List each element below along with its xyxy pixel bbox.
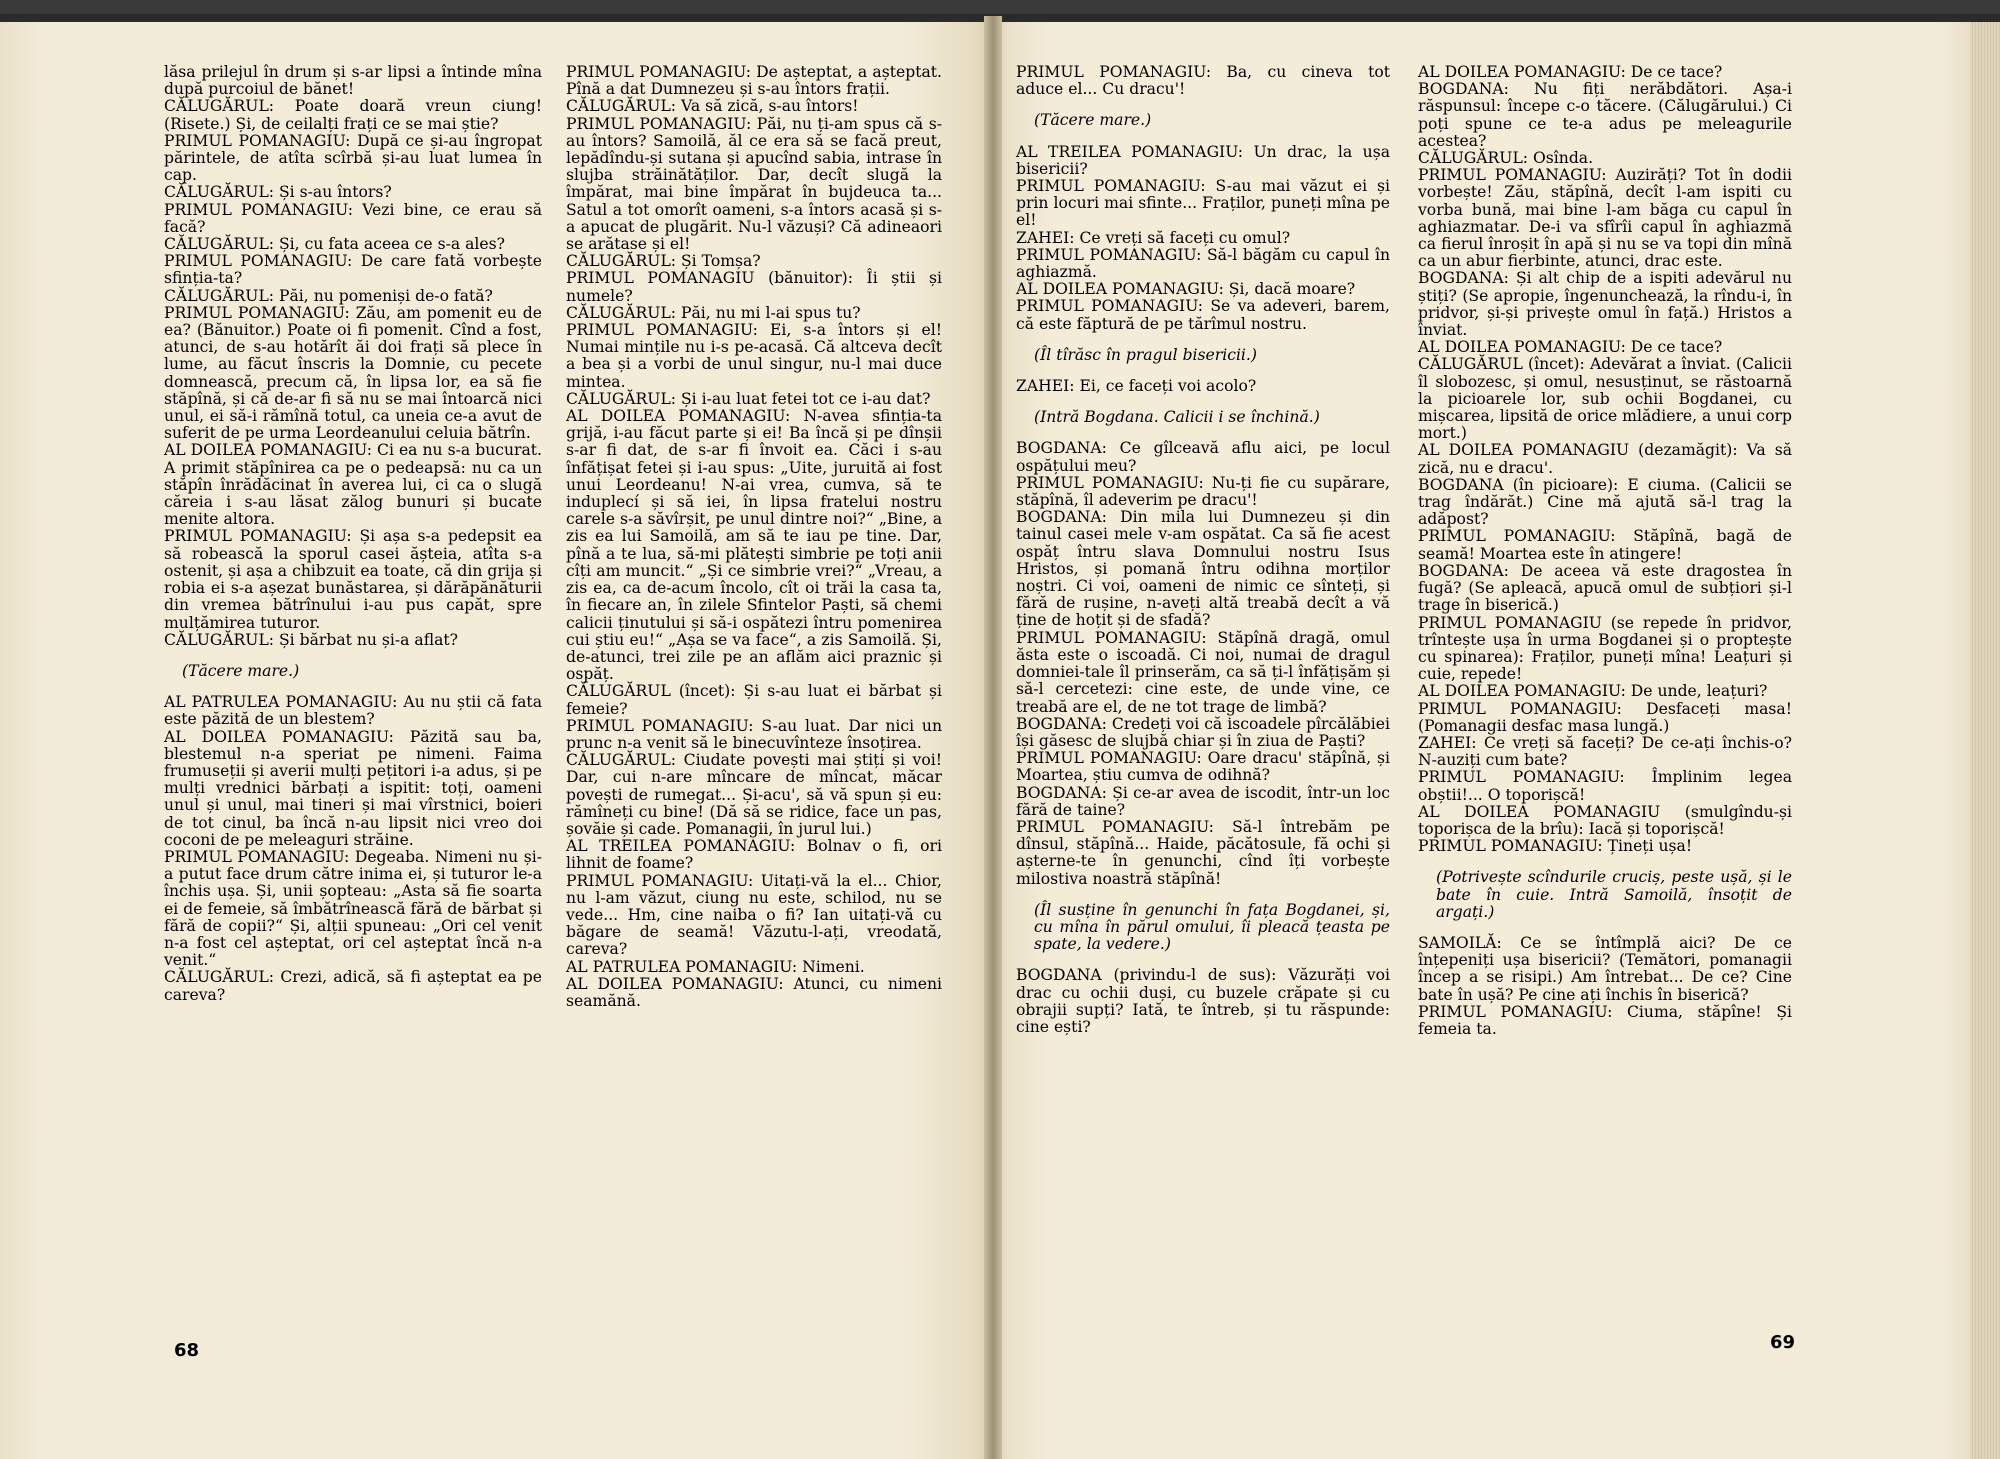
dialogue-line: BOGDANA: Și alt chip de a ispiti adevărul nu știți? (Se apropie, îngenunchează, la rîndu-i, în pridvor, și-și privește omul în față.) Hristos a înviat. [1418,269,1792,340]
dialogue-line: lăsa prilejul în drum și s-ar lipsi a întinde mîna după purcoiul de bănet! [164,63,542,99]
dialogue-line: PRIMUL POMANAGIU: Ei, s-a întors și el! Numai mințile nu i-s pe-acasă. Că altceva decît a bea și a vorbi de unul singur, nu-l mai duce mintea. [566,321,942,391]
dialogue-line: PRIMUL POMANAGIU: S-au mai văzut ei și prin locuri mai sfinte... Fraților, puneți mîna pe el! [1016,177,1390,230]
text-column-right-1 [1016,64,1390,1036]
dialogue-line: CĂLUGĂRUL (încet): Și s-au luat ei bărbat și femeie? [566,682,942,718]
text-column-left-1 [164,64,542,1004]
dialogue-line: PRIMUL POMANAGIU: Uitați-vă la el... Chior, nu l-am văzut, ciung nu este, schilod, nu se vede... Hm, cine naiba o fi? Ian uitați-vă cu băgare de seamă! Văzutu-l-ați, vreodată, careva? [566,871,942,959]
dialogue-line: PRIMUL POMANAGIU: Să-l băgăm cu capul în aghiazmă. [1016,245,1390,282]
dialogue-line: PRIMUL POMANAGIU: Se va adeveri, barem, că este făptură de pe tărîmul nostru. [1016,297,1390,333]
dialogue-line: AL DOILEA POMANAGIU: Ci ea nu s-a bucurat. A primit stăpînirea ca pe o pedeapsă: nu ca un stăpîn înrădăcinat în averea lui, ci ca o slugă căreia i s-au lăsat zălog bunuri și bucate menite altora. [164,441,542,529]
dialogue-line: CĂLUGĂRUL: Poate doară vreun ciung! (Risete.) Și, de ceilalți frați ce se mai știe? [164,97,542,133]
dialogue-line: PRIMUL POMANAGIU: Stăpînă dragă, omul ăsta este o iscoadă. Ci noi, numai de dragul domniei-tale îl prinserăm, ca să ți-l înfățișăm și să-l cercetezi: cine este, de unde vine, ce treabă are el, de ne tot trage de limbă? [1016,628,1390,716]
dialogue-line: PRIMUL POMANAGIU: Vezi bine, ce erau să facă? [164,200,542,236]
dialogue-line: AL DOILEA POMANAGIU (dezamăgit): Va să zică, nu e dracu'. [1418,441,1792,477]
stage-direction: (Intră Bogdana. Calicii i se închină.) [1034,408,1320,427]
dialogue-line: BOGDANA: Nu fiți nerăbdători. Așa-i răspunsul: începe c-o tăcere. (Călugărului.) Ci poți spune ce te-a adus pe meleagurile acestea? [1418,80,1792,150]
dialogue-line: CĂLUGĂRUL: Osînda. [1418,149,1594,168]
dialogue-line: CĂLUGĂRUL: Păi, nu pomeniși de-o fată? [164,286,493,305]
dialogue-line: PRIMUL POMANAGIU: De care fată vorbește sfinția-ta? [164,252,542,288]
dialogue-line: AL PATRULEA POMANAGIU: Nimeni. [566,957,865,976]
dialogue-line: AL PATRULEA POMANAGIU: Au nu știi că fata este păzită de un blestem? [164,693,542,729]
dialogue-line: ZAHEI: Ei, ce faceți voi acolo? [1016,377,1257,396]
text-column-left-2 [566,64,942,1010]
dialogue-line: BOGDANA (în picioare): E ciuma. (Calicii se trag îndărăt.) Cine mă ajută să-l trag la adăpost? [1418,475,1792,529]
dialogue-line: PRIMUL POMANAGIU: Desfaceți masa! (Pomanagii desfac masa lungă.) [1418,699,1792,735]
dialogue-line: ZAHEI: Ce vreți să faceți cu omul? [1016,228,1291,247]
dialogue-line: CĂLUGĂRUL: Crezi, adică, să fi așteptat ea pe careva? [164,968,542,1004]
dialogue-line: AL DOILEA POMANAGIU: Și, dacă moare? [1016,280,1356,299]
dialogue-line: PRIMUL POMANAGIU: Zău, am pomenit eu de ea? (Bănuitor.) Poate oi fi pomenit. Cînd a fost, atunci, de s-au hotărît ăi doi frați să plece în lume, au făcut înscris la Domnie, cu pecete domnească, precum că, în lipsa lor, ea să fie stăpînă, și că de-ar fi să nu se mai întoarcă nici unul, ei să-i rămînă totul, ca uneia ce-a avut de suferit de pe urma Leordeanului celuia bătrîn. [164,303,542,443]
dialogue-line: AL DOILEA POMANAGIU: De ce tace? [1418,338,1723,357]
dialogue-line: AL DOILEA POMANAGIU: Atunci, cu nimeni seamănă. [566,974,942,1010]
dialogue-line: AL DOILEA POMANAGIU: De ce tace? [1418,63,1723,81]
dialogue-line: CĂLUGĂRUL (încet): Adevărat a înviat. (Calicii îl slobozesc, și omul, nesusținut, se răstoarnă la picioarele lor, sub ochii Bogdanei, cu mișcarea, lipsită de orice mlădiere, a unui corp mort.) [1418,355,1792,443]
stage-direction: (Tăcere mare.) [182,661,300,680]
stage-direction: (Tăcere mare.) [1034,111,1152,130]
dialogue-line: PRIMUL POMANAGIU: Stăpînă, bagă de seamă! Moartea este în atingere! [1418,527,1792,563]
dialogue-line: ZAHEI: Ce vreți să faceți? De ce-ați închis-o? N-auziți cum bate? [1418,733,1792,770]
dialogue-line: PRIMUL POMANAGIU: Degeaba. Nimeni nu și-a putut face drum către inima ei, și tuturor le-a închis ușa. Și, unii șopteau: „Asta să fie soarta ei de femeie, să îmbătrînească fără de bărbat și fără de copii?“ Și, alții spuneau: „Ori cel venit n-a fost cel așteptat, ori cel așteptat încă n-a venit.“ [164,847,542,970]
stage-direction: (Îl tîrăsc în pragul bisericii.) [1034,345,1257,364]
dialogue-line: PRIMUL POMANAGIU: Ciuma, stăpîne! Și femeia ta. [1418,1002,1792,1038]
dialogue-line: PRIMUL POMANAGIU: Auzirăți? Tot în dodii vorbește! Zău, stăpînă, decît l-am ispiti cu vorba bună, mai bine l-am băga cu capul în aghiazmatar. De-i va sfîrîi capul în aghiazmă ca fierul înroșit în apă și nu se va topi din mînă ca un abur fierbinte, atunci, drac este. [1418,166,1792,271]
dialogue-line: PRIMUL POMANAGIU (bănuitor): Îi știi și numele? [566,269,942,305]
dialogue-line: AL DOILEA POMANAGIU (smulgîndu-și toporișca de la brîu): Iacă și toporișcă! [1418,802,1792,838]
dialogue-line: AL DOILEA POMANAGIU: Păzită sau ba, blestemul n-a speriat pe nimeni. Faima frumuseții și averii mulți pețitori i-a adus, și pe mulți vrednici bărbați a ispitit: toți, oameni unul și unul, mai tineri și mai vîrstnici, boieri de tot cinul, ba încă n-au lipsit nici vreo doi coconi de pe meleaguri străine. [164,727,542,849]
dialogue-line: PRIMUL POMANAGIU: Ba, cu cineva tot aduce el... Cu dracu'! [1016,63,1390,99]
dialogue-line: PRIMUL POMANAGIU: Și așa s-a pedepsit ea să robească la sporul casei ășteia, atîta s-a ostenit, și așa a chibzuit ea toate, că din grija și robia ei s-a așezat bunăstarea, și dărăpănăturii din vremea bătrînului i-au pus capăt, spre mulțămirea tuturor. [164,527,542,632]
dialogue-line: PRIMUL POMANAGIU: Împlinim legea obștii!... O toporișcă! [1418,768,1792,804]
dialogue-line: BOGDANA: Credeți voi că iscoadele pîrcălăbiei își găsesc de slujbă chiar și în ziua de Paști? [1016,714,1390,750]
dialogue-line: PRIMUL POMANAGIU: Să-l întrebăm pe dînsul, stăpînă... Haide, păcătosule, fă ochi și așterne-te în genunchi, cînd îți vorbește milostiva noastră stăpînă! [1016,817,1390,888]
dialogue-line: BOGDANA: Ce gîlceavă aflu aici, pe locul ospățului meu? [1016,439,1390,475]
dialogue-line: AL DOILEA POMANAGIU: De unde, leațuri? [1418,682,1768,701]
dialogue-line: PRIMUL POMANAGIU: Păi, nu ți-am spus că s-au întors? Samoilă, ăl ce era să se facă preut, lepădîndu-și sutana și apucînd sabia, intrase în slujba străinătăților. Dar, decît slugă la împărat, mai bine împărat în bujdeuca ta... Satul a tot omorît oameni, s-a întors acasă și s-a apucat de plugărit. Nu-l văzuși? Că adineaori se arătase și el! [566,114,942,254]
dialogue-line: CĂLUGĂRUL: Și i-au luat fetei tot ce i-au dat? [566,389,931,408]
page-edges [1970,22,2000,1459]
dialogue-line: CĂLUGĂRUL: Și s-au întors? [164,183,392,202]
dialogue-line: CĂLUGĂRUL: Păi, nu mi l-ai spus tu? [566,303,861,322]
page-number-left: 68 [174,1340,200,1361]
dialogue-line: AL TREILEA POMANAGIU: Bolnav o fi, ori lihnit de foame? [566,837,942,873]
stage-direction: (Potrivește scîndurile cruciș, peste ușă, și le bate în cuie. Intră Samoilă, însoțit de argați.) [1436,868,1792,921]
dialogue-line: SAMOILĂ: Ce se întîmplă aici? De ce înțepeniți ușa bisericii? (Temători, pomanagii încep a se risipi.) Am întrebat... De ce? Cine bate în ușă? Pe cine ați închis în biserică? [1418,933,1792,1004]
stage-direction: (Îl susține în genunchi în fața Bogdanei, și, cu mîna în părul omului, îi pleacă țeasta pe spate, la vedere.) [1034,900,1390,954]
dialogue-line: PRIMUL POMANAGIU: Nu-ți fie cu supărare, stăpînă, îl adeverim pe dracu'! [1016,473,1390,510]
dialogue-line: PRIMUL POMANAGIU: Oare dracu' stăpînă, și Moartea, știu cumva de odihnă? [1016,749,1390,785]
dialogue-line: AL TREILEA POMANAGIU: Un drac, la ușa bisericii? [1016,142,1390,178]
dialogue-line: CĂLUGĂRUL: Și Tomșa? [566,252,761,271]
dialogue-line: PRIMUL POMANAGIU: De așteptat, a așteptat. Pînă a dat Dumnezeu și s-au întors frații. [566,63,942,99]
dialogue-line: CĂLUGĂRUL: Și, cu fata aceea ce s-a ales? [164,235,505,254]
text-column-right-2 [1418,64,1792,1038]
dialogue-line: PRIMUL POMANAGIU: S-au luat. Dar nici un prunc n-a venit să le binecuvînteze însoțirea. [566,716,942,752]
dialogue-line: BOGDANA: De aceea vă este dragostea în fugă? (Se apleacă, apucă omul de subțiori și-l trage în biserică.) [1418,561,1792,615]
dialogue-line: BOGDANA: Și ce-ar avea de iscodit, într-un loc fără de taine? [1016,783,1390,819]
dialogue-line: PRIMUL POMANAGIU: După ce și-au îngropat părintele, de atîta scîrbă și-au luat lumea în cap. [164,131,542,185]
dialogue-line: BOGDANA: Din mila lui Dumnezeu și din tainul casei mele v-am ospătat. Ca să fie acest ospăț întru slava Domnului nostru Isus Hristos, și pomană întru odihna morților noștri. Ci voi, oameni de nimic ce sînteți, și fără de rușine, n-aveți altă treabă decît a vă ține de hoțit și de sfadă? [1016,508,1390,630]
book-gutter [984,16,1002,1459]
dialogue-line: PRIMUL POMANAGIU (se repede în pridvor, trîntește ușa în urma Bogdanei și o proptește cu spinarea): Fraților, puneți mîna! Leațuri și cuie, repede! [1418,613,1792,684]
page-number-right: 69 [1770,1332,1796,1353]
dialogue-line: CĂLUGĂRUL: Va să zică, s-au întors! [566,97,859,116]
dialogue-line: PRIMUL POMANAGIU: Țineți ușa! [1418,837,1693,856]
dialogue-line: CĂLUGĂRUL: Și bărbat nu și-a aflat? [164,630,459,649]
dialogue-line: BOGDANA (privindu-l de sus): Văzurăți voi drac cu ochii duși, cu buzele crăpate și cu obrajii supți? Iată, te întreb, și tu răspunde: cine ești? [1016,966,1390,1036]
dialogue-line: CĂLUGĂRUL: Ciudate povești mai știți și voi! Dar, cui n-are mîncare de mîncat, măcar povești de rumegat... Și-acu', să vă spun și eu: rămîneți cu bine! (Dă să se ridice, face un pas, șovăie și cade. Pomanagii, în jurul lui.) [566,751,942,838]
dialogue-line: AL DOILEA POMANAGIU: N-avea sfinția-ta grijă, i-au făcut parte și ei! Ba încă și pe dînșii s-ar fi dat, de s-ar fi învoit ea. Căci i s-au înfățișat fetei și i-au spus: „Uite, juruită ai fost unui Leordeanu! N-ai vrea, cumva, să te induplecí și să iei, în lipsa fratelui nostru carele s-a săvîrșit, pe unul dintre noi?“ „Bine, a zis ea lui Samoilă, am să te iau pe tine. Dar, pînă a te lua, să-mi plătești simbrie pe toți anii cîți am muncit.“ „Și ce simbrie vrei?“ „Vreau, a zis ea, ca de-acum încolo, cît oi trăi la casa ta, în fiecare an, în zilele Sfintelor Paști, să chemi calicii ținutului și să-i ospătezi întru pomenirea cui știu eu!“ „Așa se va face“, a zis Samoilă. Și, de-atunci, trei zile pe an aflăm aici praznic și ospăț. [566,407,942,684]
